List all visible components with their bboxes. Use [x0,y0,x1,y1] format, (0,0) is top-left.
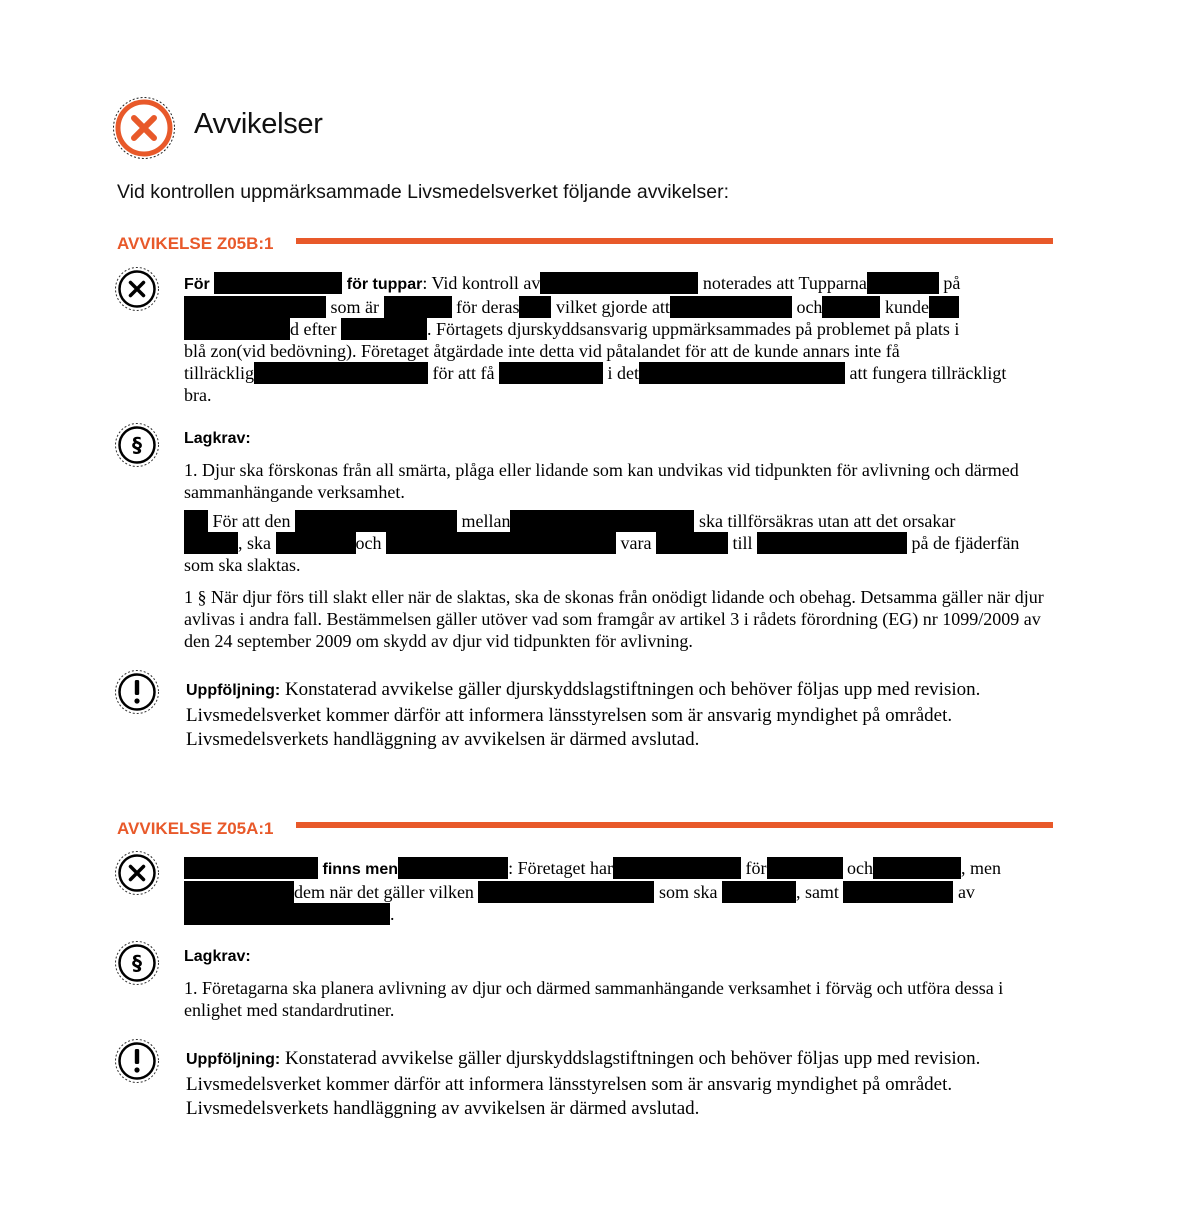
finding-line [184,857,1054,881]
redaction [478,881,654,903]
text-segment: ska tillförsäkras utan att det orsakar [698,511,956,531]
followup-label: Uppföljning: [186,1051,281,1068]
finding-line: blå zon(vid bedövning). Företaget åtgärdade inte detta vid påtalandet för att de kunde annars inte få [184,341,900,361]
finding-line [184,296,1054,318]
text-segment: , men [961,858,1002,878]
svg-text:§: § [132,433,142,457]
finding-text [184,272,1054,406]
text-segment: till [732,533,753,553]
redaction [398,857,508,879]
x-circle-icon [114,850,160,896]
text-segment: tillräcklig [184,363,254,383]
finding-text [184,857,1054,925]
followup-body: Konstaterad avvikelse gäller djurskyddslagstiftningen och behöver följas upp med revision. Livsmedelsverket kommer därför att informera länsstyrelsen som är ansvarig myndighet på området. Livsmedelsverkets handläggning av avvikelsen är därmed avslutad. [186,679,981,750]
redaction [867,272,939,294]
page-title: Avvikelser [194,108,323,140]
redaction [184,510,208,532]
law-line [184,532,1054,554]
text-segment: för att få [432,363,495,383]
redaction [822,296,880,318]
text-segment: för [745,858,767,878]
intro-text: Vid kontrollen uppmärksammade Livsmedelsverket följande avvikelser: [117,181,730,203]
text-segment: på de fjäderfän [911,533,1020,553]
text-segment: . [390,904,395,924]
text-segment: kunde [884,297,929,317]
text-segment: noterades att Tupparna [702,273,867,293]
text-segment: och [796,297,823,317]
finding-line [184,362,1054,384]
text-segment: av [957,882,975,902]
redaction [656,532,728,554]
redaction [722,881,796,903]
text-segment: mellan [461,511,511,531]
deviation-heading: AVVIKELSE Z05B:1 [117,234,274,253]
text-segment: d efter [290,319,337,339]
redaction [767,857,843,879]
redaction [384,296,452,318]
section-divider [296,822,1053,828]
redaction [757,532,907,554]
law-text [184,510,1054,576]
followup-text [186,678,1066,753]
text-segment: som ska [658,882,718,902]
finding-label: för tuppar [346,276,423,293]
text-segment: vilket gjorde att [555,297,670,317]
text-segment: . Förtagets djurskyddsansvarig uppmärksammades på problemet på plats i [426,319,960,339]
redaction [873,857,961,879]
redaction [184,318,290,340]
redaction [184,857,318,879]
paragraph-icon [114,940,160,986]
paragraph-icon [114,422,160,468]
text-segment: För att den [212,511,291,531]
redaction [184,903,390,925]
x-circle-icon [114,266,160,312]
section-divider [296,238,1053,244]
redaction [214,272,342,294]
finding-label: För [184,276,210,293]
redaction [184,532,238,554]
finding-line [184,272,1054,296]
law-line [184,510,1054,532]
followup-text [186,1047,1066,1122]
redaction [254,362,428,384]
redaction [613,857,741,879]
svg-text:§: § [132,951,142,975]
finding-line [184,881,1054,903]
redaction [276,532,356,554]
redaction [639,362,845,384]
law-text: 1. Företagarna ska planera avlivning av djur och därmed sammanhängande verksamhet i förväg och utföra dessa i enlighet med standardrutiner. [184,978,1004,1020]
law-line: som ska slaktas. [184,555,301,575]
deviation-heading: AVVIKELSE Z05A:1 [117,819,274,838]
redaction [295,510,457,532]
redaction [929,296,959,318]
text-segment: : Företaget har [508,858,614,878]
law-text: 1 § När djur förs till slakt eller när de slaktas, ska de skonas från onödigt lidande och obehag. Detsamma gäller när djur avlivas i andra fall. Bestämmelsen gäller utöver vad som framgår av artikel 3 i rådets förordning (EG) nr 1099/2009 av den 24 september 2009 om skydd av djur vid tidpunkten för avlivning. [184,587,1044,651]
text-segment: dem när det gäller vilken [294,882,474,902]
redaction [670,296,792,318]
law-text: 1. Djur ska förskonas från all smärta, plåga eller lidande som kan undvikas vid tidpunkten för avlivning och därmed sammanhängande verksamhet. [184,460,1019,502]
redaction [510,510,694,532]
redaction [386,532,616,554]
text-segment: och [847,858,874,878]
redaction [540,272,698,294]
finding-label: finns men [322,861,399,878]
text-segment: , samt [795,882,839,902]
redaction [341,318,427,340]
exclamation-icon [114,669,160,715]
law-heading: Lagkrav: [184,948,251,965]
finding-line [184,318,1054,340]
text-segment: : Vid kontroll av [422,273,541,293]
followup-label: Uppföljning: [186,682,281,699]
text-segment: att fungera tillräckligt [849,363,1007,383]
text-segment: , ska [238,533,271,553]
redaction [184,881,294,903]
redaction [184,296,326,318]
finding-line [184,903,1054,925]
text-segment: på [943,273,961,293]
redaction [499,362,603,384]
text-segment: i det [607,363,639,383]
finding-line: bra. [184,385,212,405]
exclamation-icon [114,1038,160,1084]
text-segment: som är [330,297,379,317]
law-heading: Lagkrav: [184,430,251,447]
text-segment: för deras [456,297,520,317]
followup-body: Konstaterad avvikelse gäller djurskyddslagstiftningen och behöver följas upp med revision. Livsmedelsverket kommer därför att informera länsstyrelsen som är ansvarig myndighet på området. Livsmedelsverkets handläggning av avvikelsen är därmed avslutad. [186,1048,981,1119]
redaction [519,296,551,318]
text-segment: och [355,533,382,553]
x-circle-icon [112,96,176,160]
text-segment: vara [620,533,652,553]
redaction [843,881,953,903]
